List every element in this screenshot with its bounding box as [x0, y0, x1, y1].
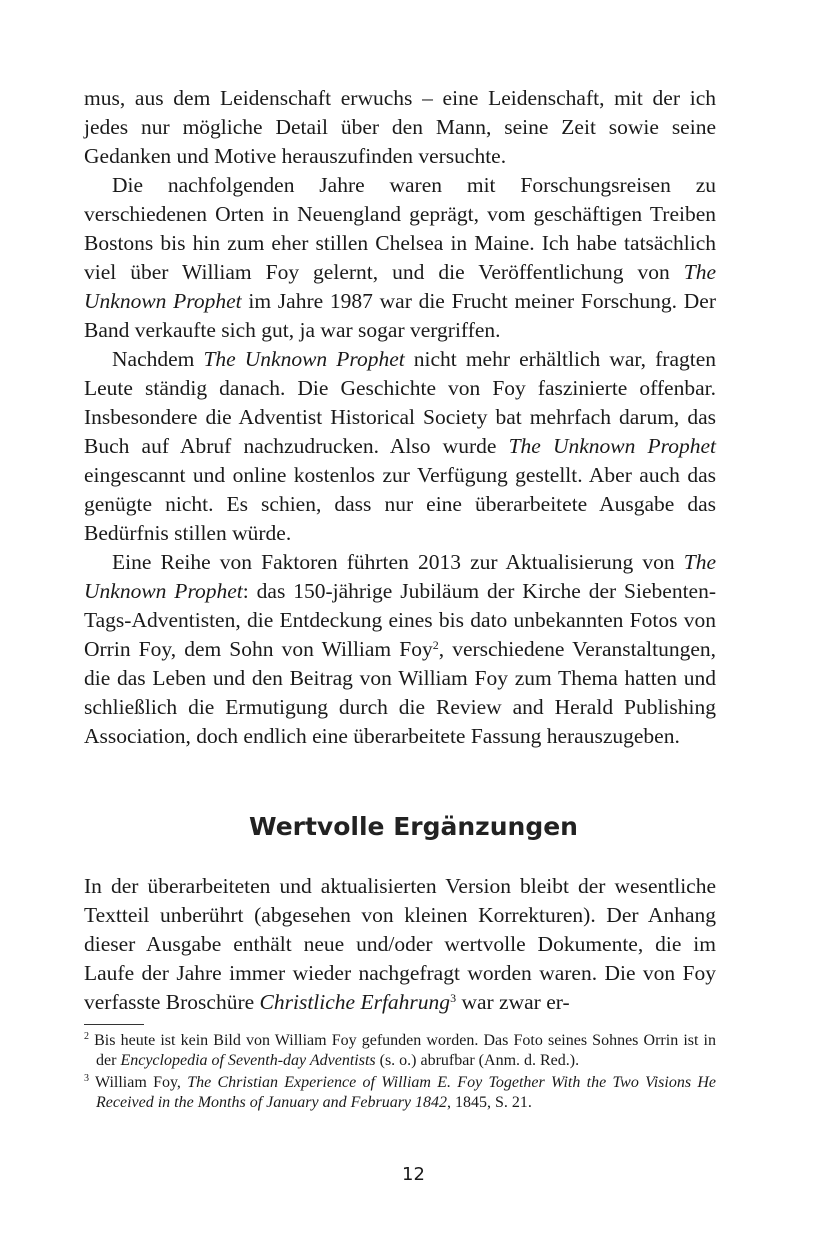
paragraph-5	[84, 872, 716, 1017]
paragraph-2	[84, 171, 716, 345]
footnote-2	[84, 1031, 716, 1071]
footnote-number: 3	[84, 1073, 89, 1084]
footnote-3-text-c: , 1845, S. 21.	[447, 1094, 532, 1111]
paragraph-5-text-a: In der überarbeiteten und aktualisierten Version bleibt der wesentliche Textteil unberührt (abgesehen von kleinen Korrekturen). Der Anhang dieser Ausgabe enthält neue und/oder wertvolle Dokumente, die im Laufe der Jahre immer wieder nachgefragt worden waren. Die von Foy verfasste Broschüre	[84, 874, 716, 1014]
footnote-2-text-a: Bis heute ist kein Bild von William Foy gefunden worden. Das Foto seines Sohnes Orrin ist in der	[94, 1032, 717, 1069]
paragraph-4-text-d: , verschiedene Veranstaltungen, die das Leben und den Beitrag von William Foy zum Thema hatten und schließlich die Ermutigung durch die Review and Herald Publishing Association, doch endlich eine überarbeitete Fassung herauszugeben.	[84, 637, 716, 748]
book-title-italic: The Unknown Prophet	[508, 434, 716, 458]
section-heading: Wertvolle Ergänzungen	[249, 812, 578, 841]
footnote-ref-2[interactable]: 2	[432, 637, 439, 652]
source-title-italic: The Christian Experience of William E. Foy Together With the Two Visions He Received in the Months of January and February 1842	[96, 1074, 717, 1111]
footnote-3-text-a: William Foy,	[95, 1074, 188, 1091]
footnote-3	[84, 1073, 716, 1113]
footnote-separator	[84, 1024, 144, 1025]
paragraph-3-text-a: Nachdem	[112, 347, 204, 371]
book-title-italic: The Unknown Prophet	[203, 347, 405, 371]
paragraph-3	[84, 345, 716, 548]
paragraph-5-text-c: war zwar er-	[456, 990, 570, 1014]
book-title-italic: The Unknown Prophet	[84, 550, 716, 603]
body-text-bottom	[84, 872, 716, 1017]
paragraph-3-text-c: nicht mehr erhältlich war, fragten Leute ständig danach. Die Geschichte von Foy faszinierte offenbar. Insbesondere die Adventist Historical Society bat mehrfach darum, das Buch auf Abruf nachzudrucken. Also wurde	[84, 347, 716, 458]
brochure-title-italic: Christliche Erfahrung	[259, 990, 451, 1014]
footnotes	[84, 1031, 716, 1115]
paragraph-4	[84, 548, 716, 751]
footnote-ref-3[interactable]: 3	[450, 990, 457, 1005]
footnote-2-text-c: (s. o.) abrufbar (Anm. d. Red.).	[375, 1052, 580, 1069]
paragraph-3-text-e: eingescannt und online kostenlos zur Verfügung gestellt. Aber auch das genügte nicht. Es schien, dass nur eine überarbeitete Ausgabe das Bedürfnis stillen würde.	[84, 463, 716, 545]
book-title-italic: The Unknown Prophet	[84, 260, 716, 313]
page-number: 12	[402, 1164, 425, 1185]
paragraph-1: mus, aus dem Leidenschaft erwuchs – eine Leidenschaft, mit der ich jedes nur mögliche Detail über den Mann, seine Zeit sowie seine Gedanken und Motive herauszufinden versuchte.	[84, 86, 716, 168]
paragraph-4-text-c: : das 150-jährige Jubiläum der Kirche der Siebenten-Tags-Adventisten, die Entdeckung eines bis dato unbekannten Fotos von Orrin Foy, dem Sohn von William Foy	[84, 579, 716, 661]
paragraph-4-text-a: Eine Reihe von Faktoren führten 2013 zur Aktualisierung von	[112, 550, 684, 574]
paragraph-2-text-a: Die nachfolgenden Jahre waren mit Forschungsreisen zu verschiedenen Orten in Neuengland geprägt, vom geschäftigen Treiben Bostons bis hin zum eher stillen Chelsea in Maine. Ich habe tatsächlich viel über William Foy gelernt, und die Veröffentlichung von	[84, 173, 716, 284]
paragraph-2-text-c: im Jahre 1987 war die Frucht meiner Forschung. Der Band verkaufte sich gut, ja war sogar vergriffen.	[84, 289, 716, 342]
encyclopedia-title-italic: Encyclopedia of Seventh-day Adventists	[120, 1052, 376, 1069]
footnote-number: 2	[84, 1031, 89, 1042]
body-text-top	[84, 84, 716, 751]
